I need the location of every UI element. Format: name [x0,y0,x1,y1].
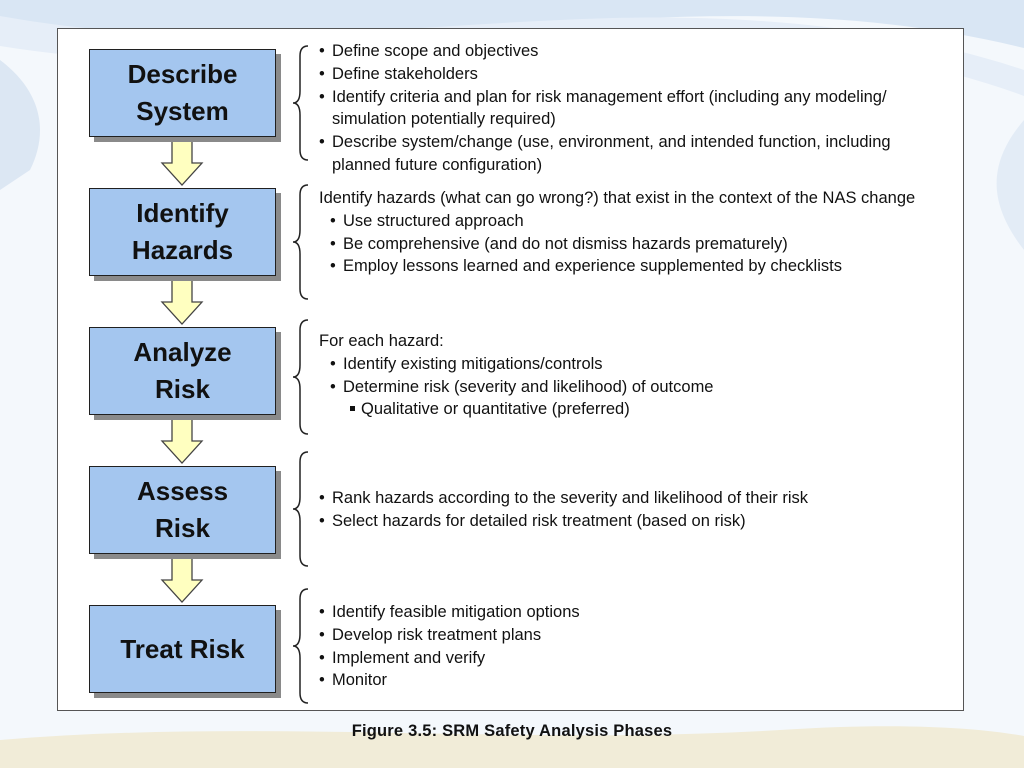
phase-box-treat-risk [89,605,276,693]
detail-item: • Determine risk (severity and likelihood) of outcome [330,376,949,399]
phase-title: Analyze Risk [133,337,232,404]
brace-icon [292,451,312,567]
detail-item: • Monitor [319,669,949,692]
figure-frame [57,28,964,711]
phase-title: Treat Risk [120,633,245,664]
phase-box-assess-risk [89,466,276,554]
down-arrow-icon [160,278,204,326]
detail-item: • Rank hazards according to the severity and likelihood of their risk [319,487,949,510]
detail-item: • Identify criteria and plan for risk management effort (including any modeling/ simulation potentially required) [319,86,949,132]
phase-title: Describe System [127,59,238,126]
brace-icon [292,184,312,300]
phase-title: Identify Hazards [131,198,234,265]
phase-details-analyze-risk [319,330,949,421]
detail-item: • Define scope and objectives [319,40,949,63]
phase-details-assess-risk [319,487,949,533]
detail-item: • Be comprehensive (and do not dismiss hazards prematurely) [330,233,949,256]
detail-item: • Define stakeholders [319,63,949,86]
phase-details-treat-risk [319,601,949,692]
detail-item: • Employ lessons learned and experience supplemented by checklists [330,255,949,278]
detail-item: • Develop risk treatment plans [319,624,949,647]
phase-details-describe-system [319,40,949,177]
detail-item: • Identify feasible mitigation options [319,601,949,624]
detail-item: Identify hazards (what can go wrong?) that exist in the context of the NAS change [319,189,916,207]
detail-item: • Select hazards for detailed risk treatment (based on risk) [319,510,949,533]
phase-box-identify-hazards [89,188,276,276]
phase-box-describe-system [89,49,276,137]
phase-box-analyze-risk [89,327,276,415]
detail-item: Qualitative or quantitative (preferred) [348,398,949,421]
figure-caption: Figure 3.5: SRM Safety Analysis Phases [351,722,673,740]
detail-item: For each hazard: [319,332,444,350]
phase-title: Assess Risk [136,476,229,543]
down-arrow-icon [160,556,204,604]
detail-item: • Use structured approach [330,210,949,233]
detail-item: • Identify existing mitigations/controls [330,353,949,376]
detail-item: • Describe system/change (use, environment, and intended function, including planned future configuration) [319,131,949,177]
brace-icon [292,588,312,704]
down-arrow-icon [160,417,204,465]
brace-icon [292,319,312,435]
brace-icon [292,45,312,161]
detail-item: • Implement and verify [319,647,949,670]
phase-details-identify-hazards [319,187,949,278]
down-arrow-icon [160,139,204,187]
